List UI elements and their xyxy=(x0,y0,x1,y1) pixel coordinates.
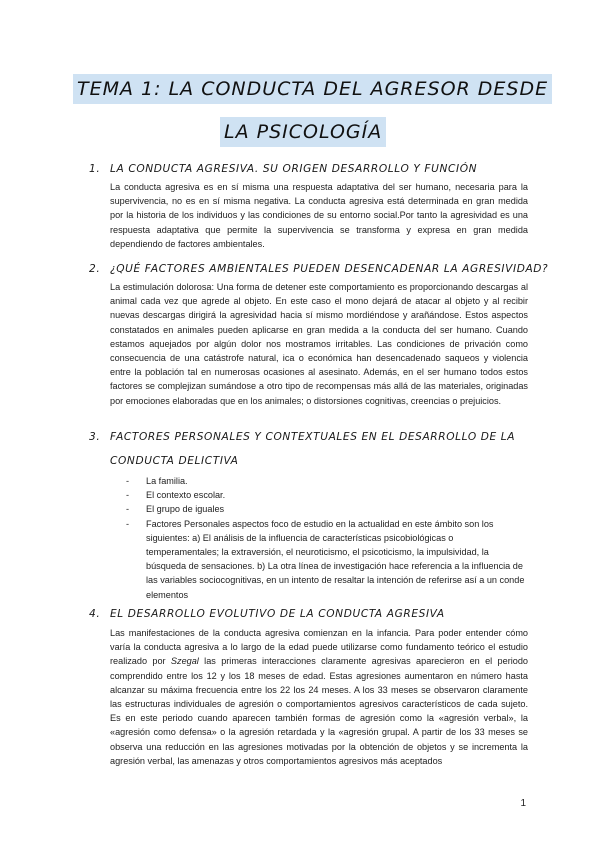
section-title: EL DESARROLLO EVOLUTIVO DE LA CONDUCTA AGRESIVA xyxy=(110,608,445,620)
section-4-heading xyxy=(89,608,445,620)
section-number: 2. xyxy=(89,263,101,275)
section-3-heading-continued xyxy=(110,455,239,467)
section-2-paragraph: La estimulación dolorosa: Una forma de detener este comportamiento es proporcionando descargas al animal cada vez que agrede al objeto. En este caso el mono dejará de atacar al objeto y al recibir nuevas descargas dirigirá la agresividad hacia sí mismo mordiéndose y arañándose. Estos aspectos constatados en animales pueden aplicarse en gran medida a la conducta del ser humano. Cuando estamos aquejados por algún dolor nos mostramos irritables. Las condiciones de privación como consecuencia de una catástrofe natural, ica o económica han desencadenado saqueos y violencia entre la población tal en numerosas ocasiones al asesinato. Además, en el ser humano todos estos factores se complejizan sumándose a otro tipo de recompensas más allá de las materiales, originadas por emociones elaboradas que en los animales; o distorsiones cognitivas, creencias o prejuicios. xyxy=(110,282,528,406)
title-line-2: LA PSICOLOGÍA xyxy=(220,117,386,147)
section-3-list xyxy=(126,474,526,602)
section-number: 1. xyxy=(89,163,101,175)
section-title-line-2: CONDUCTA DELICTIVA xyxy=(110,455,239,467)
section-4-paragraph: Las manifestaciones de la conducta agresiva comienzan en la infancia. Para poder entender cómo varía la conducta agresiva a lo largo de la edad puede utilizarse como fundamento teórico el estudio realizado por Szegal las primeras interacciones claramente agresivas aparecieron en el periodo comprendido entre los 12 y los 18 meses de edad. Estas agresiones aumentaron en número hasta alcanzar su máxima frecuencia entre los 22 los 24 meses. A los 33 meses se observaron claramente las estructuras individuales de agresión o comportamientos agresivos característicos de cada sujeto. Es en este periodo cuando aparecen también formas de agresión como la «agresión verbal», la «agresión como defensa» o la agresión retardada y la «agresión grupal. A partir de los 33 meses se observa una reducción en las agresiones motivadas por la obtención de objetos y se incrementa la agresión verbal, las amenazas y otros comportamientos agresivos más aceptados xyxy=(110,628,528,766)
page-number: 1 xyxy=(520,798,526,809)
list-item: - El grupo de iguales xyxy=(126,504,225,515)
section-title: FACTORES PERSONALES Y CONTEXTUALES EN EL DESARROLLO DE LA xyxy=(110,431,516,443)
section-title: LA CONDUCTA AGRESIVA. SU ORIGEN DESARROLLO Y FUNCIÓN xyxy=(110,163,478,175)
section-title: ¿QUÉ FACTORES AMBIENTALES PUEDEN DESENCADENAR LA AGRESIVIDAD? xyxy=(110,263,549,275)
section-number: 4. xyxy=(89,608,101,620)
section-2-heading xyxy=(89,263,548,275)
section-3-heading xyxy=(89,431,515,443)
list-item: - La familia. xyxy=(126,476,188,486)
title-line-1: TEMA 1: LA CONDUCTA DEL AGRESOR DESDE xyxy=(73,74,552,104)
author-name: Szegal xyxy=(170,656,199,667)
list-item: - Factores Personales aspectos foco de estudio en la actualidad en este ámbito son los siguientes: a) El análisis de la influencia de características psicobiológicas o temperamentales; la extraversión, el neuroticismo, el psicoticismo, la impulsividad, la búsqueda de sensaciones. b) La otra línea de investigación hace referencia a la influencia de las variables sociocognitivas, en un intento de resaltar la intención de referirse así a un conde elementos xyxy=(126,518,525,600)
section-1-heading xyxy=(89,163,477,175)
section-1-paragraph: La conducta agresiva es en sí misma una respuesta adaptativa del ser humano, necesaria para la supervivencia, no es en sí misma negativa. La conducta agresiva está determinada en gran medida por la historia de los individuos y las condiciones de su entorno social.Por tanto la agresividad es una respuesta adaptativa que permite la supervivencia se transforma y expresa en gran medida dependiendo de factores ambientales. xyxy=(110,182,528,249)
list-item: - El contexto escolar. xyxy=(126,490,226,501)
section-number: 3. xyxy=(89,431,101,443)
